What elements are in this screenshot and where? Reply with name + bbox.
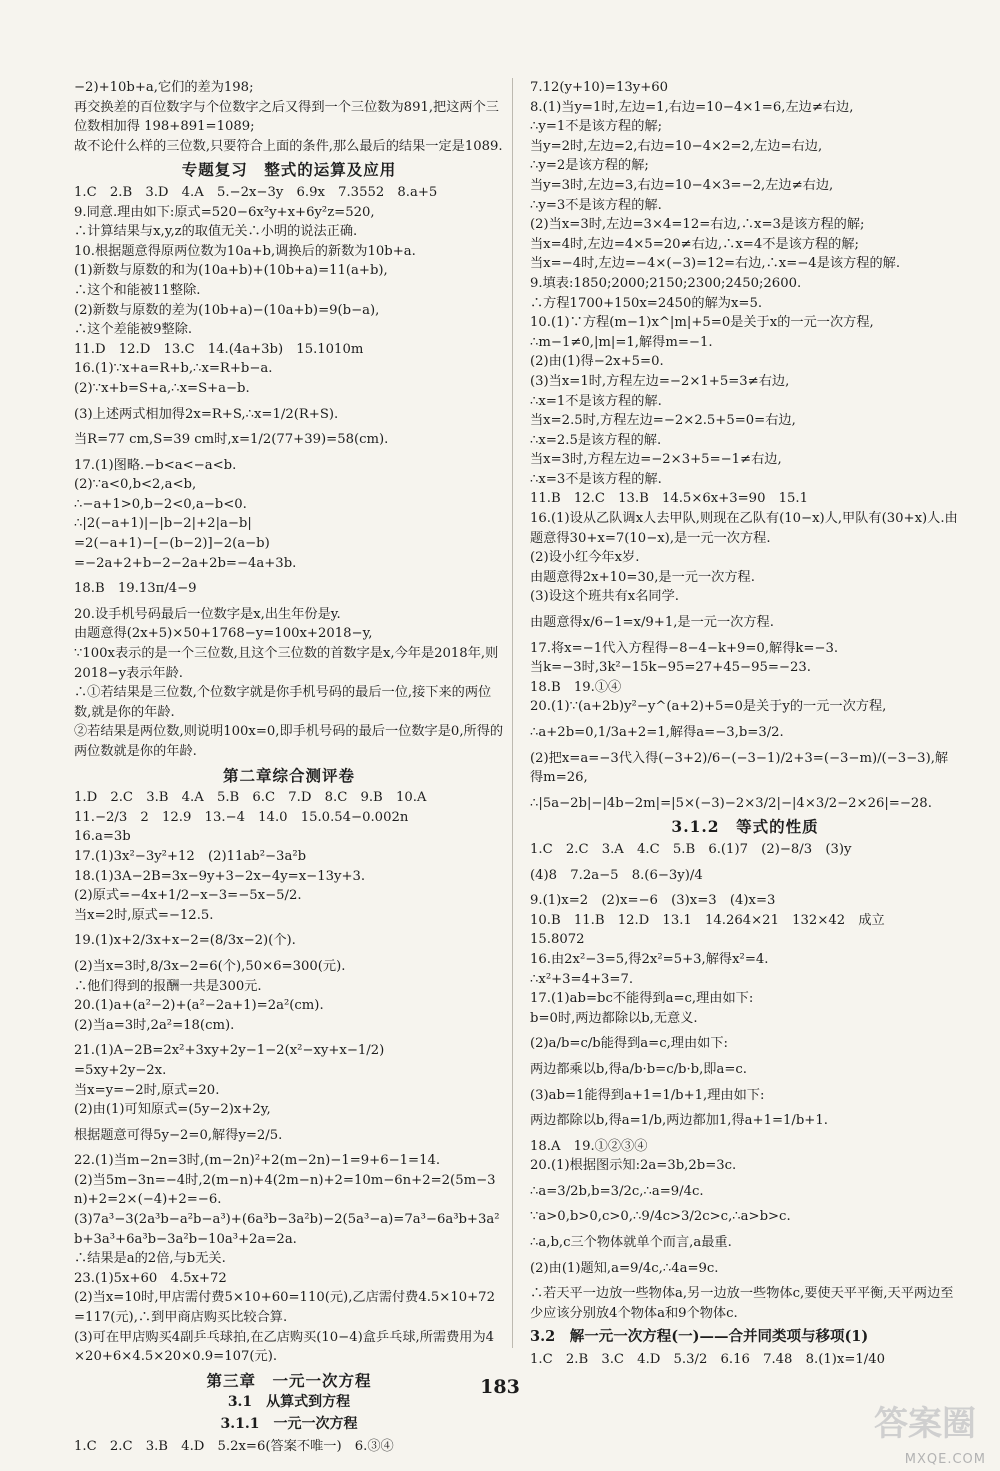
answer-line: 当x=3时,方程左边=−2×3+5=−1≠右边, bbox=[530, 452, 782, 468]
answer-line: ∴a=3/2b,b=3/2c,∴a=9/4c. bbox=[530, 1183, 704, 1199]
answer-line: 11.D 12.D 13.C 14.(4a+3b) 15.1010m bbox=[74, 341, 364, 357]
answer-line: ∴x=3不是该方程的解. bbox=[530, 471, 662, 487]
left-column bbox=[74, 78, 504, 1456]
watermark-logo: 答案圈 bbox=[874, 1404, 976, 1444]
answer-line: 当x=2.5时,方程左边=−2×2.5+5=0=右边, bbox=[530, 413, 796, 429]
answer-line: ∴m−1≠0,|m|=1,解得m=−1. bbox=[530, 334, 713, 350]
answer-line: (2)当a=3时,2a²=18(cm). bbox=[74, 1017, 235, 1033]
answer-line: 17.(1)ab=bc不能得到a=c,理由如下: bbox=[530, 991, 754, 1007]
right-column bbox=[530, 78, 960, 1370]
answer-line: 20.(1)a+(a²−2)+(a²−2a+1)=2a²(cm). bbox=[74, 998, 324, 1014]
answer-line: ∴计算结果与x,y,z的取值无关∴小明的说法正确. bbox=[74, 224, 358, 240]
answer-line: 10.根据题意得原两位数为10a+b,调换后的新数为10b+a. bbox=[74, 243, 416, 259]
answer-line: ∴结果是a的2倍,与b无关. bbox=[74, 1251, 226, 1267]
answer-line: (2)设小红今年x岁. bbox=[530, 550, 640, 566]
answer-line: 19.(1)x+2/3x+x−2=(8/3x−2)(个). bbox=[74, 933, 296, 949]
section-heading: 3.1.1 一元一次方程 bbox=[220, 1416, 358, 1432]
answer-line: 当x=y=−2时,原式=20. bbox=[74, 1082, 220, 1098]
answer-line: 17.(1)图略.−b<a<−a<b. bbox=[74, 457, 237, 473]
answer-line: (2)∵a<0,b<2,a<b, bbox=[74, 477, 197, 493]
answer-line: 10.B 11.B 12.D 13.1 14.264×21 132×42 成立 bbox=[530, 912, 885, 928]
answer-line: (2)由(1)题知,a=9/4c,∴4a=9c. bbox=[530, 1260, 719, 1276]
answer-line: 16.(1)∵x+a=R+b,∴x=R+b−a. bbox=[74, 361, 273, 377]
answer-line: =2(−a+1)−[−(b−2)]−2(a−b) bbox=[74, 536, 270, 552]
answer-line: 由题意得2x+10=30,是一元一次方程. bbox=[530, 569, 755, 585]
answer-line: (2)把x=a=−3代入得(−3+2)/6−(−3−1)/2+3=(−3−m)/(−3−3),解得m=26, bbox=[530, 750, 949, 786]
answer-line: 10.(1)∵方程(m−1)x^|m|+5=0是关于x的一元一次方程, bbox=[530, 315, 874, 331]
answer-line: 根据题意可得5y−2=0,解得y=2/5. bbox=[74, 1127, 283, 1143]
answer-line: (3)上述两式相加得2x=R+S,∴x=1/2(R+S). bbox=[74, 406, 339, 422]
answer-line: (3)7a³−3(2a³b−a²b−a³)+(6a³b−3a²b)−2(5a³−a)=7a³−6a³b+3a²b+3a³+6a³b−3a²b−10a³+2a=2a. bbox=[74, 1212, 500, 1247]
answer-line: 16.a=3b bbox=[74, 829, 131, 845]
answer-line: 当y=2时,左边=2,右边=10−4×2=2,左边=右边, bbox=[530, 138, 823, 154]
answer-line: 两边都除以b,得a=1/b,两边都加1,得a+1=1/b+1. bbox=[530, 1113, 828, 1129]
answer-line: ∴a,b,c三个物体就单个而言,a最重. bbox=[530, 1235, 732, 1251]
answer-line: 当x=2时,原式=−12.5. bbox=[74, 907, 214, 923]
answer-line: 23.(1)5x+60 4.5x+72 bbox=[74, 1270, 227, 1286]
answer-line: ∴x²+3=4+3=7. bbox=[530, 971, 634, 987]
answer-line: ∴x=2.5是该方程的解. bbox=[530, 432, 662, 448]
answer-line: 当y=3时,左边=3,右边=10−4×3=−2,左边≠右边, bbox=[530, 177, 834, 193]
answer-line: (4)8 7.2a−5 8.(6−3y)/4 bbox=[530, 867, 703, 883]
answer-line: (2)原式=−4x+1/2−x−3=−5x−5/2. bbox=[74, 888, 302, 904]
section-heading: 专题复习 整式的运算及应用 bbox=[181, 160, 397, 180]
answer-line: 18.(1)3A−2B=3x−9y+3−2x−4y=x−13y+3. bbox=[74, 868, 366, 884]
answer-line: 18.A 19.①②③④ bbox=[530, 1138, 648, 1154]
answer-line: 当k=−3时,3k²−15k−95=27+45−95=−23. bbox=[530, 660, 811, 676]
answer-line: ∴y=2是该方程的解; bbox=[530, 158, 649, 174]
answer-line: 当x=−4时,左边=−4×(−3)=12=右边,∴x=−4是该方程的解. bbox=[530, 256, 901, 272]
answer-line: 9.(1)x=2 (2)x=−6 (3)x=3 (4)x=3 bbox=[530, 893, 776, 909]
answer-line: 20.设手机号码最后一位数字是x,出生年份是y. bbox=[74, 606, 341, 622]
answer-line: (3)设这个班共有x名同学. bbox=[530, 589, 679, 605]
section-heading: 3.1.2 等式的性质 bbox=[671, 817, 819, 837]
section-heading: 第三章 一元一次方程 bbox=[206, 1370, 372, 1390]
answer-line: (2)当5m−3n=−4时,2(m−n)+4(2m−n)+2=10m−6n+2=2(5m−3n)+2=2×(−4)+2=−6. bbox=[74, 1172, 496, 1208]
answer-line: ②若结果是两位数,则说明100x=0,即手机号码的最后一位数字是0,所得的两位数就是你的年龄. bbox=[74, 724, 504, 759]
answer-line: ∴①若结果是三位数,个位数字就是你手机号码的最后一位,接下来的两位数,就是你的年龄. bbox=[74, 685, 492, 720]
answer-line: ∴这个差能被9整除. bbox=[74, 322, 193, 338]
column-divider bbox=[512, 78, 513, 1348]
section-heading: 3.1 从算式到方程 bbox=[227, 1394, 351, 1411]
answer-line: (2)a/b=c/b能得到a=c,理由如下: bbox=[530, 1036, 728, 1052]
answer-line: ∴他们得到的报酬一共是300元. bbox=[74, 978, 262, 994]
answer-line: (1)新数与原数的和为(10a+b)+(10b+a)=11(a+b), bbox=[74, 263, 388, 279]
answer-line: ∴|5a−2b|−|4b−2m|=|5×(−3)−2×3/2|−|4×3/2−2×26|=−28. bbox=[530, 795, 932, 811]
answer-line: 18.B 19.13π/4−9 bbox=[74, 581, 197, 597]
answer-line: 11.−2/3 2 12.9 13.−4 14.0 15.0.54−0.002n bbox=[74, 809, 409, 825]
answer-line: 16.(1)设从乙队调x人去甲队,则现在乙队有(10−x)人,甲队有(30+x)人.由题意得30+x=7(10−x),是一元一次方程. bbox=[530, 511, 958, 546]
answer-line: (2)当x=3时,8/3x−2=6(个),50×6=300(元). bbox=[74, 958, 346, 974]
answer-line: ∴这个和能被11整除. bbox=[74, 282, 201, 298]
answer-line: b=0时,两边都除以b,无意义. bbox=[530, 1010, 698, 1026]
answer-line: =5xy+2y−2x. bbox=[74, 1062, 167, 1078]
answer-line: 当R=77 cm,S=39 cm时,x=1/2(77+39)=58(cm). bbox=[74, 432, 389, 448]
answer-line: ∵100x表示的是一个三位数,且这个三位数的首数字是x,今年是2018年,则2018−y表示年龄. bbox=[74, 646, 499, 681]
answer-line: 22.(1)当m−2n=3时,(m−2n)²+2(m−2n)−1=9+6−1=14. bbox=[74, 1153, 441, 1169]
answer-line: 1.C 2.C 3.A 4.C 5.B 6.(1)7 (2)−8/3 (3)y bbox=[530, 841, 852, 857]
answer-line: 两边都乘以b,得a/b·b=c/b·b,即a=c. bbox=[530, 1061, 747, 1077]
answer-line: (2)由(1)可知原式=(5y−2)x+2y, bbox=[74, 1102, 271, 1118]
answer-line: 故不论什么样的三位数,只要符合上面的条件,那么最后的结果一定是1089. bbox=[74, 138, 503, 154]
answer-line: 由题意得x/6−1=x/9+1,是一元一次方程. bbox=[530, 615, 774, 631]
answer-line: (2)∵x+b=S+a,∴x=S+a−b. bbox=[74, 380, 250, 396]
answer-line: 当x=4时,左边=4×5=20≠右边,∴x=4不是该方程的解; bbox=[530, 236, 859, 252]
answer-line: ∴x=1不是该方程的解. bbox=[530, 393, 662, 409]
answer-line: 再交换差的百位数字与个位数字之后又得到一个三位数为891,把这两个三位数相加得 198+891=1089; bbox=[74, 99, 499, 135]
answer-line: (3)当x=1时,方程左边=−2×1+5=3≠右边, bbox=[530, 373, 790, 389]
answer-line: 18.B 19.①④ bbox=[530, 679, 622, 695]
answer-line: ∴y=1不是该方程的解; bbox=[530, 119, 663, 135]
answer-line: (2)新数与原数的差为(10b+a)−(10a+b)=9(b−a), bbox=[74, 302, 380, 318]
answer-line: (3)ab=1能得到a+1=1/b+1,理由如下: bbox=[530, 1087, 765, 1103]
answer-line: ∴若天平一边放一些物体a,另一边放一些物体c,要使天平平衡,天平两边至少应该分别放4个物体a和9个物体c. bbox=[530, 1286, 954, 1321]
answer-line: 20.(1)∵(a+2b)y²−y^(a+2)+5=0是关于y的一元一次方程, bbox=[530, 699, 887, 715]
answer-line: (2)当x=3时,左边=3×4=12=右边,∴x=3是该方程的解; bbox=[530, 217, 865, 233]
answer-line: 1.C 2.B 3.C 4.D 5.3/2 6.16 7.48 8.(1)x=1/40 bbox=[530, 1352, 885, 1368]
section-heading: 3.2 解一元一次方程(一)——合并同类项与移项(1) bbox=[530, 1328, 869, 1346]
answer-line: 1.C 2.C 3.B 4.D 5.2x=6(答案不唯一) 6.③④ bbox=[74, 1438, 394, 1454]
answer-line: 11.B 12.C 13.B 14.5×6x+3=90 15.1 bbox=[530, 491, 809, 507]
section-heading: 第二章综合测评卷 bbox=[222, 765, 355, 785]
answer-line: 17.将x=−1代入方程得−8−4−k+9=0,解得k=−3. bbox=[530, 640, 839, 656]
page-number: 183 bbox=[480, 1376, 520, 1398]
answer-line: 20.(1)根据图示知:2a=3b,2b=3c. bbox=[530, 1158, 737, 1174]
answer-line: 7.12(y+10)=13y+60 bbox=[530, 80, 669, 95]
answer-line: ∵a>0,b>0,c>0,∴9/4c>3/2c>c,∴a>b>c. bbox=[530, 1209, 791, 1225]
answer-line: 16.由2x²−3=5,得2x²=5+3,解得x²=4. bbox=[530, 951, 769, 967]
answer-line: ∴y=3不是该方程的解. bbox=[530, 197, 662, 213]
watermark-url: MXQE.COM bbox=[904, 1452, 986, 1467]
answer-line: 17.(1)3x²−3y²+12 (2)11ab²−3a²b bbox=[74, 848, 307, 864]
answer-line: (2)当x=10时,甲店需付费5×10+60=110(元),乙店需付费4.5×10+72=117(元),∴到甲商店购买比较合算. bbox=[74, 1290, 495, 1326]
answer-line: −2)+10b+a,它们的差为198; bbox=[74, 80, 254, 95]
answer-line: =−2a+2+b−2−2a+2b=−4a+3b. bbox=[74, 555, 297, 571]
answer-line: 8.(1)当y=1时,左边=1,右边=10−4×1=6,左边≠右边, bbox=[530, 99, 854, 115]
answer-line: ∴−a+1>0,b−2<0,a−b<0. bbox=[74, 496, 247, 512]
answer-line: ∴a+2b=0,1/3a+2=1,解得a=−3,b=3/2. bbox=[530, 725, 784, 740]
answer-line: ∴方程1700+150x=2450的解为x=5. bbox=[530, 295, 763, 311]
answer-line: (2)由(1)得−2x+5=0. bbox=[530, 354, 664, 370]
answer-line: ∴|2(−a+1)|−|b−2|+2|a−b| bbox=[74, 516, 252, 532]
answer-line: 15.8072 bbox=[530, 932, 585, 948]
answer-line: (3)可在甲店购买4副乒乓球拍,在乙店购买(10−4)盒乒乓球,所需费用为4×20+6×4.5×20×0.9=107(元). bbox=[74, 1329, 495, 1365]
answer-line: 9.同意.理由如下:原式=520−6x²y+x+6y²z=520, bbox=[74, 204, 375, 220]
answer-line: 9.填表:1850;2000;2150;2300;2450;2600. bbox=[530, 275, 802, 291]
answer-line: 由题意得(2x+5)×50+1768−y=100x+2018−y, bbox=[74, 626, 373, 642]
answer-line: 1.D 2.C 3.B 4.A 5.B 6.C 7.D 8.C 9.B 10.A bbox=[74, 790, 427, 806]
answer-line: 1.C 2.B 3.D 4.A 5.−2x−3y 6.9x 7.3552 8.a+5 bbox=[74, 184, 438, 200]
answer-line: 21.(1)A−2B=2x²+3xy+2y−1−2(x²−xy+x−1/2) bbox=[74, 1043, 385, 1059]
